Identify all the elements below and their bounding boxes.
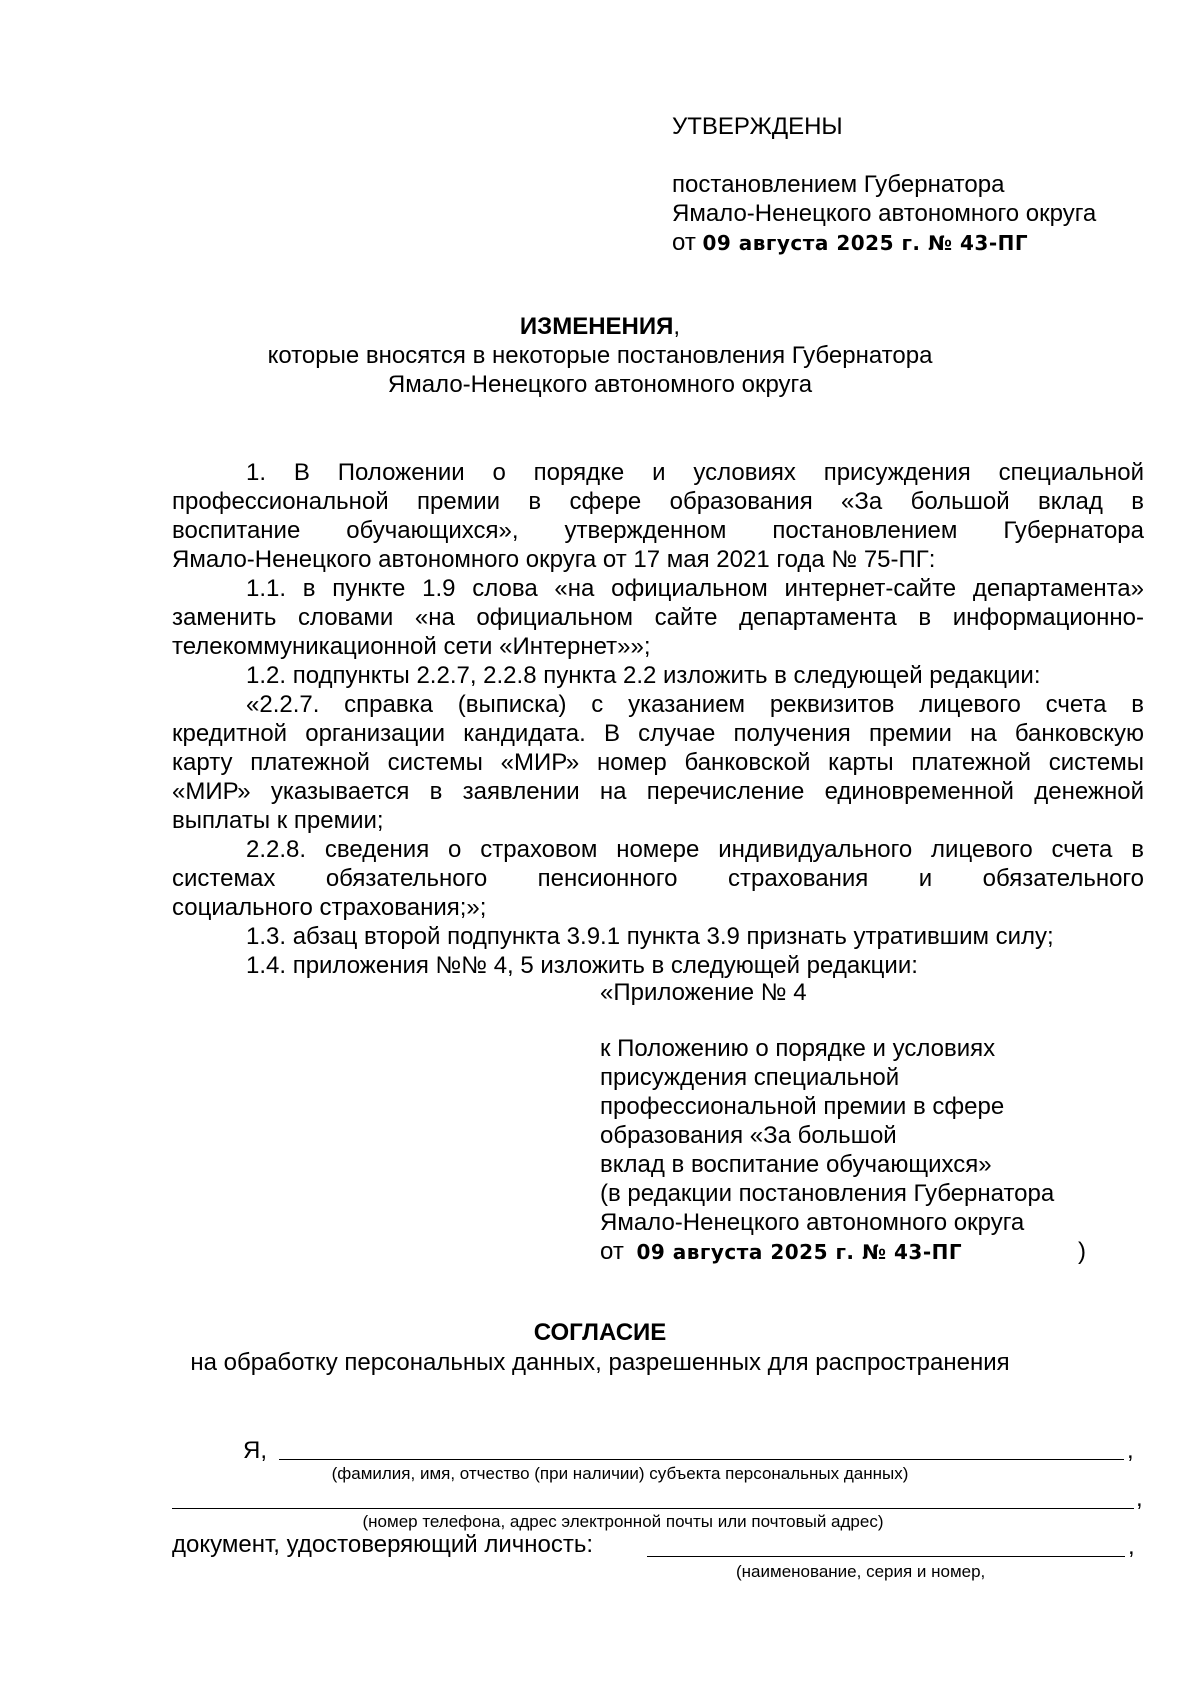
body-line: «2.2.7. справка (выписка) с указанием реквизитов лицевого счета в [246,691,1144,718]
body-line: Ямало-Ненецкого автономного округа от 17 мая 2021 года № 75-ПГ: [172,546,936,573]
body-line: профессиональной премии в сфере образования «За большой вклад в [172,488,1144,515]
body-line: заменить словами «на официальном сайте департамента в информационно- [172,604,1144,631]
appendix-line: (в редакции постановления Губернатора [600,1180,1055,1207]
doc-underline[interactable] [647,1556,1125,1557]
appendix-close-paren: ) [1078,1238,1086,1265]
body-line: 1.1. в пункте 1.9 слова «на официальном интернет-сайте департамента» [246,575,1144,602]
name-hint: (фамилия, имя, отчество (при наличии) субъекта персональных данных) [331,1464,909,1483]
appendix-block [600,1034,1054,1237]
body-line: воспитание обучающихся», утвержденном постановлением Губернатора [172,517,1144,544]
approval-decree-line [672,228,1028,258]
body-line: 1. В Положении о порядке и условиях присуждения специальной [246,459,1144,486]
approval-line-2: Ямало-Ненецкого автономного округа [672,200,1097,227]
body-line: 1.4. приложения №№ 4, 5 изложить в следующей редакции: [246,952,918,979]
changes-title-main: ИЗМЕНЕНИЯ [519,313,674,340]
body-line: кредитной организации кандидата. В случае получения премии на банковскую [172,720,1144,747]
changes-subtitle-2: Ямало-Ненецкого автономного округа [387,371,813,398]
contact-comma: , [1136,1485,1143,1512]
appendix-line: профессиональной премии в сфере [600,1093,1005,1120]
changes-title-comma: , [673,313,681,340]
doc-label: документ, удостоверяющий личность: [172,1531,594,1558]
body-line: выплаты к премии; [172,807,384,834]
appendix-decree-line [600,1237,962,1267]
changes-subtitle-1: которые вносятся в некоторые постановления Губернатора [267,342,933,369]
contact-underline[interactable] [172,1508,1134,1509]
name-comma: , [1127,1437,1134,1464]
doc-comma: , [1128,1533,1135,1560]
body-line: социального страхования;»; [172,894,487,921]
body-line: 1.2. подпункты 2.2.7, 2.2.8 пункта 2.2 изложить в следующей редакции: [246,662,1041,689]
appendix-decree-number: 09 августа 2025 г. № 43-ПГ [636,1240,963,1264]
consent-i-label: Я, [243,1437,267,1464]
body-line: карту платежной системы «МИР» номер банковской карты платежной системы [172,749,1144,776]
body-line: «МИР» указывается в заявлении на перечисление единовременной денежной [172,778,1144,805]
changes-title [0,312,1200,342]
approval-line-1: постановлением Губернатора [672,171,1005,198]
body-text [172,458,1144,980]
appendix-line: присуждения специальной [600,1064,900,1091]
appendix-line: Ямало-Ненецкого автономного округа [600,1209,1025,1236]
appendix-line: к Положению о порядке и условиях [600,1035,996,1062]
contact-hint: (номер телефона, адрес электронной почты или почтовый адрес) [362,1512,884,1531]
appendix-from-prefix: от [600,1238,624,1265]
body-line: системах обязательного пенсионного страхования и обязательного [172,865,1144,892]
approval-from-prefix: от [672,229,696,256]
doc-hint: (наименование, серия и номер, [736,1562,986,1581]
appendix-heading: «Приложение № 4 [600,979,807,1006]
name-underline[interactable] [279,1459,1124,1460]
approval-decree-number: 09 августа 2025 г. № 43-ПГ [702,231,1029,255]
appendix-line: образования «За большой [600,1122,897,1149]
body-line: телекоммуникационной сети «Интернет»»; [172,633,651,660]
consent-title: СОГЛАСИЕ [533,1319,667,1346]
approval-heading: УТВЕРЖДЕНЫ [672,113,843,140]
body-line: 1.3. абзац второй подпункта 3.9.1 пункта 3.9 признать утратившим силу; [246,923,1054,950]
consent-subtitle: на обработку персональных данных, разрешенных для распространения [190,1349,1010,1376]
body-line: 2.2.8. сведения о страховом номере индивидуального лицевого счета в [246,836,1144,863]
appendix-line: вклад в воспитание обучающихся» [600,1151,992,1178]
